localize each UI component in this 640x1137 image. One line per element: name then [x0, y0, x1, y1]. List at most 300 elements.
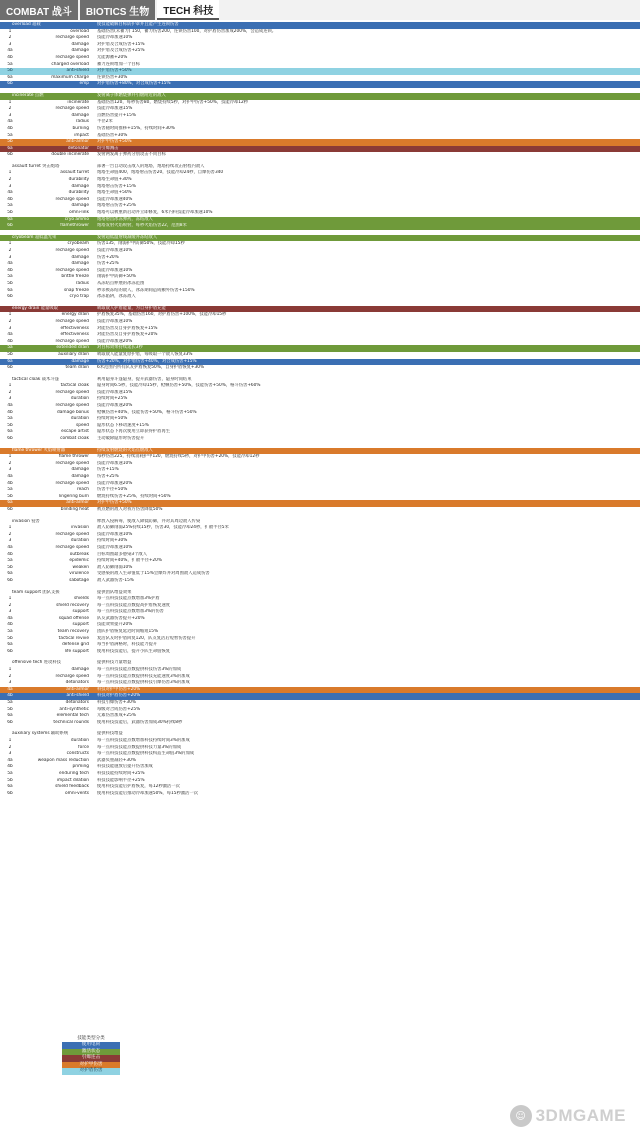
upgrade-name-cell: recharge speed [55, 35, 89, 41]
upgrade-desc-cell: 科技引爆伤害+30% [97, 700, 136, 705]
table-row [0, 35, 640, 42]
rank-cell: 2 [8, 744, 12, 750]
upgrade-name-cell: snap freeze [63, 287, 89, 293]
upgrade-desc-cell: 每一点科技技能点数提供科技充能速度3%的加成 [97, 673, 190, 679]
rank-cell: 6a [7, 287, 13, 293]
rank-cell: 2 [8, 531, 12, 537]
tab-0[interactable]: COMBAT 战斗 [0, 0, 78, 20]
table-row [0, 281, 640, 288]
table-row [0, 197, 640, 204]
upgrade-desc-cell: 科技技能影响半径+25% [97, 777, 145, 783]
upgrade-name-cell: recharge speed [55, 248, 89, 253]
upgrade-desc-cell: 持续时间+30% [97, 538, 128, 544]
upgrade-desc-cell: 对护盾及合成伤害+15% [97, 41, 145, 47]
upgrade-name-cell: radius [75, 119, 89, 125]
table-row [0, 687, 640, 694]
table-row [0, 649, 640, 656]
rank-cell: 4b [7, 125, 13, 131]
upgrade-desc-cell: 伤害+25% [97, 261, 119, 267]
upgrade-name-cell: double incinerate [51, 152, 89, 158]
skill-description: 持续发射燃烧的火焰点燃敌人 [97, 447, 153, 453]
rank-cell: 5b [7, 635, 13, 641]
upgrade-name-cell: incinerate [67, 99, 89, 105]
skill-table [0, 22, 640, 1137]
rank-cell: 4a [7, 757, 13, 763]
rank-cell: 5a [7, 274, 13, 280]
table-row [0, 532, 640, 539]
rank-cell: 4a [7, 686, 13, 692]
upgrade-desc-cell: 伤害135，削弱护甲防御50%，技能冷却15秒 [97, 241, 185, 247]
tab-bar [0, 0, 640, 20]
upgrade-desc-cell: 连锁伤害+30% [97, 74, 128, 80]
skill-header [0, 164, 640, 171]
table-row [0, 693, 640, 700]
skill-header [0, 306, 640, 313]
rank-cell: 5a [7, 416, 13, 422]
upgrade-name-cell: anti-armor [66, 139, 89, 145]
upgrade-desc-cell: 每一点科技技能点数提供科技伤害3%的加成 [97, 667, 182, 673]
table-row [0, 146, 640, 153]
upgrade-desc-cell: 团队护盾恢复延迟时间缩短15% [97, 629, 159, 635]
table-row [0, 29, 640, 36]
table-row [0, 261, 640, 268]
rank-cell: 5b [7, 777, 13, 783]
skill-name: cryobeam 超低温光束 [12, 234, 57, 240]
table-row [0, 383, 640, 390]
rank-cell: 5a [7, 61, 13, 67]
upgrade-desc-cell: 伤害+25% [97, 474, 119, 479]
skill-header [0, 660, 640, 667]
upgrade-name-cell: escape artist [61, 429, 89, 435]
rank-cell: 1 [8, 28, 12, 34]
table-row [0, 100, 640, 107]
upgrade-name-cell: outbreak [69, 551, 89, 557]
upgrade-name-cell: technical rounds [53, 719, 89, 725]
upgrade-desc-cell: 对护盾及合成伤害+25% [97, 48, 145, 54]
upgrade-name-cell: omni-vents [65, 790, 89, 796]
tab-1[interactable]: BIOTICS 生物 [80, 0, 155, 20]
rank-cell: 5b [7, 422, 13, 428]
rank-cell: 5a [7, 770, 13, 776]
table-row [0, 139, 640, 146]
legend-item: 使用电荷 [62, 1042, 120, 1049]
table-row [0, 571, 640, 578]
table-row [0, 396, 640, 403]
legend-item: 激活状态 [62, 1049, 120, 1056]
upgrade-desc-cell: 无能源蓄+20% [97, 54, 128, 60]
upgrade-desc-cell: 对护盾伤害+80%，对合成伤害+15% [97, 81, 171, 87]
upgrade-desc-cell: 使用科技技能后护盾恢复，每12秒激活一次 [97, 784, 180, 790]
table-row [0, 474, 640, 481]
upgrade-desc-cell: 目标周围最多感染3个敌人 [97, 551, 147, 557]
rank-cell: 2 [8, 318, 12, 324]
upgrade-name-cell: lingering burn [58, 493, 89, 499]
upgrade-desc-cell: 隐形状态下再次使用立即获得护盾再生 [97, 429, 171, 435]
rank-cell: 5b [7, 493, 13, 499]
rank-cell: 4b [7, 764, 13, 770]
upgrade-desc-cell: 技能冷却加速20% [97, 480, 133, 486]
upgrade-name-cell: emp [79, 81, 89, 87]
upgrade-desc-cell: 燃烧持续伤害+25%，持续时间+50% [97, 493, 171, 499]
rank-cell: 6b [7, 152, 13, 158]
skill-section [0, 377, 640, 443]
table-row [0, 552, 640, 559]
rank-cell: 5a [7, 700, 13, 705]
upgrade-name-cell: duration [70, 396, 89, 402]
upgrade-desc-cell: 伤害随时间推移+15%，持续时间+30% [97, 125, 175, 131]
upgrade-desc-cell: 每一点科技技能点数提供科技引爆伤害3%的加成 [97, 680, 190, 686]
upgrade-name-cell: shield recovery [56, 602, 89, 608]
skill-header [0, 93, 640, 100]
upgrade-desc-cell: 隐身时间6.5秒，技能冷却15秒，枪械伤害+50%，技能伤害+50%，格斗伤害+60% [97, 383, 261, 389]
skill-header [0, 448, 640, 455]
upgrade-name-cell: defense grid [62, 642, 89, 648]
upgrade-name-cell: enduring tech [58, 770, 89, 776]
upgrade-name-cell: recharge speed [55, 106, 89, 112]
skill-description: 提供科技力量增益 [97, 660, 132, 666]
upgrade-desc-cell: 技能冷却加速20% [97, 338, 133, 344]
rank-cell: 5a [7, 629, 13, 635]
upgrade-name-cell: priming [72, 764, 89, 770]
table-row [0, 133, 640, 140]
skill-description: 提供科技增益 [97, 731, 123, 737]
rank-cell: 1 [8, 312, 12, 318]
table-row [0, 416, 640, 423]
rank-cell: 4a [7, 544, 13, 550]
upgrade-name-cell: flamethrower [60, 223, 89, 229]
table-row [0, 352, 640, 359]
upgrade-name-cell: recharge speed [55, 403, 89, 409]
upgrade-name-cell: anti-shield [66, 693, 89, 699]
rank-cell: 2 [8, 35, 12, 41]
table-row [0, 667, 640, 674]
upgrade-desc-cell: 每秒伤害225，持续消耗护甲120，燃烧持续5秒，对护甲伤害+20%，技能冷却12秒 [97, 454, 260, 460]
rank-cell: 6b [7, 790, 13, 796]
rank-cell: 4a [7, 119, 13, 125]
upgrade-desc-cell: 发射两发离子弹药分别攻击不同目标 [97, 152, 166, 158]
upgrade-name-cell: recharge speed [55, 338, 89, 344]
table-row [0, 436, 640, 443]
upgrade-name-cell: recharge speed [55, 544, 89, 550]
rank-cell: 4b [7, 196, 13, 202]
upgrade-name-cell: reach [76, 487, 89, 493]
upgrade-name-cell: assault turret [60, 170, 89, 176]
upgrade-name-cell: support [72, 609, 89, 615]
table-row [0, 791, 640, 798]
upgrade-desc-cell: 对护甲伤害+50% [97, 500, 132, 506]
rank-cell: 5b [7, 706, 13, 712]
table-row [0, 745, 640, 752]
table-row [0, 771, 640, 778]
skill-header [0, 235, 640, 242]
legend-item: 对护盾伤害 [62, 1068, 120, 1075]
rank-cell: 3 [8, 41, 12, 47]
skill-section [0, 660, 640, 726]
table-row [0, 636, 640, 643]
skill-description: 提供团队增益效果 [97, 589, 132, 595]
skill-section [0, 164, 640, 230]
upgrade-name-cell: effectiveness [60, 325, 89, 331]
upgrade-name-cell: force [78, 744, 89, 750]
upgrade-desc-cell: 炮塔射击伤害+25% [97, 203, 136, 209]
upgrade-desc-cell: 伤害+20% [97, 254, 119, 260]
upgrade-name-cell: team recovery [57, 629, 89, 635]
upgrade-name-cell: virulence [69, 571, 89, 577]
rank-cell: 2 [8, 177, 12, 183]
upgrade-name-cell: recharge speed [55, 318, 89, 324]
rank-cell: 6b [7, 719, 13, 725]
upgrade-name-cell: maximum charge [51, 74, 89, 80]
upgrade-desc-cell: 基础伤害+30% [97, 132, 128, 138]
skill-header [0, 731, 640, 738]
rank-cell: 4a [7, 332, 13, 338]
upgrade-desc-cell: 每一点科技技能点数增加3%护盾 [97, 596, 160, 602]
upgrade-name-cell: shield feedback [55, 784, 89, 790]
upgrade-desc-cell: 点燃伤害提升+15% [97, 112, 136, 118]
upgrade-desc-cell: 冰冻陷阱，冰冻敌人 [97, 294, 136, 300]
upgrade-name-cell: cryobeam [67, 241, 89, 247]
table-row [0, 319, 640, 326]
upgrade-desc-cell: 持续时间+50% [97, 416, 128, 422]
table-row [0, 203, 640, 210]
upgrade-name-cell: damage [71, 183, 89, 189]
rank-cell: 2 [8, 248, 12, 253]
smiley-logo-icon: ☺ [510, 1105, 532, 1127]
upgrade-name-cell: damage [71, 474, 89, 479]
skill-header [0, 22, 640, 29]
rank-cell: 1 [8, 99, 12, 105]
upgrade-name-cell: charged overload [51, 61, 89, 67]
table-row [0, 629, 640, 636]
upgrade-name-cell: anti-armor [66, 500, 89, 506]
upgrade-desc-cell: 受感染的敌人生命值低于15%会爆炸并对周围敌人造成伤害 [97, 571, 210, 577]
rank-cell: 6a [7, 358, 13, 364]
table-row [0, 481, 640, 488]
upgrade-desc-cell: 护盾恢复35%，基础伤害160，对护盾伤害+100%，技能冷却15秒 [97, 312, 227, 318]
upgrade-desc-cell: 技能冷却加速10% [97, 248, 133, 253]
table-row [0, 616, 640, 623]
table-row [0, 622, 640, 629]
upgrade-name-cell: detonators [65, 680, 89, 686]
table-row [0, 494, 640, 501]
rank-cell: 6a [7, 429, 13, 435]
rank-cell: 6b [7, 294, 13, 300]
upgrade-desc-cell: 使用科技技能后推动冷却加速50%，每15秒激活一次 [97, 790, 198, 796]
rank-cell: 2 [8, 460, 12, 466]
table-row [0, 538, 640, 545]
rank-cell: 4a [7, 403, 13, 409]
upgrade-desc-cell: 均引爆溅击 [97, 145, 119, 151]
upgrade-desc-cell: 6米范围内所有队友护盾恢复50%，自身护盾恢复+30% [97, 365, 205, 371]
upgrade-desc-cell: 对护甲伤害+50% [97, 139, 132, 145]
rank-cell: 4b [7, 409, 13, 415]
rank-cell: 5b [7, 564, 13, 570]
table-row [0, 784, 640, 791]
upgrade-name-cell: auxiliary drain [58, 351, 89, 357]
table-row [0, 42, 640, 49]
table-row [0, 217, 640, 224]
skill-description: 利用隐身斗篷隐身，提升武器伤害，隐身时间结束 [97, 376, 192, 382]
table-row [0, 365, 640, 372]
upgrade-desc-cell: 技能冷却加速10% [97, 35, 133, 41]
skill-description: 发射超低温射线减缓并冻结敌人 [97, 234, 158, 240]
upgrade-name-cell: radius [75, 280, 89, 286]
table-row [0, 609, 640, 616]
rank-cell: 3 [8, 538, 12, 544]
rank-cell: 3 [8, 325, 12, 331]
rank-cell: 1 [8, 525, 12, 531]
upgrade-desc-cell: 技能冷却加速20% [97, 403, 133, 409]
rank-cell: 4a [7, 48, 13, 54]
upgrade-name-cell: impact dilation [56, 777, 89, 783]
upgrade-name-cell: shields [74, 596, 89, 602]
upgrade-desc-cell: 复活队友时护盾回复120，队友复活后短暂伤害提升 [97, 635, 196, 641]
skill-header [0, 377, 640, 384]
upgrade-name-cell: anti-shield [66, 68, 89, 74]
rank-cell: 4b [7, 267, 13, 273]
table-row [0, 467, 640, 474]
upgrade-name-cell: duration [70, 538, 89, 544]
table-row [0, 294, 640, 301]
table-row [0, 454, 640, 461]
skill-section [0, 590, 640, 656]
skill-description: 部署一台自动攻击敌人的炮塔，炮塔持续攻击射程内敌人 [97, 163, 205, 169]
upgrade-name-cell: damage bonus [57, 409, 89, 415]
upgrade-name-cell: extended drain [56, 345, 89, 351]
table-row [0, 113, 640, 120]
table-row [0, 345, 640, 352]
rank-cell: 5b [7, 68, 13, 74]
upgrade-name-cell: weaken [72, 564, 89, 570]
upgrade-name-cell: durability [68, 190, 89, 196]
upgrade-name-cell: damage [71, 254, 89, 260]
upgrade-name-cell: flame thrower [58, 454, 89, 460]
upgrade-desc-cell: 伤害+20%，对护盾伤害+40%，对合成伤害+15% [97, 358, 197, 364]
upgrade-desc-cell: 对能伤害及自身护盾恢复+20% [97, 332, 158, 338]
upgrade-name-cell: blinding heat [60, 506, 89, 512]
legend-item: 对护甲伤害 [62, 1062, 120, 1069]
rank-cell: 4b [7, 338, 13, 344]
table-row [0, 390, 640, 397]
rank-cell: 3 [8, 609, 12, 615]
upgrade-name-cell: recharge speed [55, 389, 89, 395]
upgrade-name-cell: detonator [67, 145, 89, 151]
skill-name: auxiliary systems 辅助系统 [12, 731, 69, 737]
upgrade-name-cell: constructs [66, 751, 89, 757]
upgrade-desc-cell: 科技对护盾伤害+20% [97, 693, 141, 699]
skill-section [0, 235, 640, 301]
upgrade-desc-cell: 持续时间+40%，扩散半径+20% [97, 558, 162, 564]
table-row [0, 248, 640, 255]
upgrade-desc-cell: 枪械伤害+40%，技能伤害+50%，格斗伤害+50% [97, 409, 197, 415]
upgrade-name-cell: recharge speed [55, 54, 89, 60]
legend [62, 1035, 120, 1075]
skill-name: offensive tech 进攻科技 [12, 660, 61, 666]
skill-name: team support 团队支援 [12, 589, 60, 595]
table-row [0, 274, 640, 281]
upgrade-name-cell: team drain [65, 365, 89, 371]
rank-cell: 6b [7, 506, 13, 512]
upgrade-desc-cell: 半径2米 [97, 119, 113, 125]
table-row [0, 642, 640, 649]
upgrade-desc-cell: 每一点科技技能点数提供科技力量3%的加成 [97, 744, 182, 750]
upgrade-desc-cell: 伤害+15% [97, 467, 119, 473]
table-row [0, 738, 640, 745]
rank-cell: 3 [8, 183, 12, 189]
upgrade-name-cell: invasion [71, 525, 89, 531]
upgrade-desc-cell: 技能冷却加速10% [97, 531, 133, 537]
rank-cell: 5a [7, 203, 13, 209]
upgrade-name-cell: epidemic [69, 558, 89, 564]
tab-2[interactable]: TECH 科技 [157, 0, 219, 20]
table-row [0, 119, 640, 126]
upgrade-desc-cell: 队友武器伤害提升+20% [97, 615, 145, 621]
watermark-text: 3DMGAME [535, 1106, 626, 1125]
table-row [0, 190, 640, 197]
skill-name: overload 超载 [12, 22, 41, 27]
table-row [0, 48, 640, 55]
skill-name: flame thrower 火焰喷射器 [12, 447, 66, 453]
upgrade-name-cell: cryo ammo [64, 216, 89, 222]
rank-cell: 5a [7, 345, 13, 351]
rank-cell: 1 [8, 241, 12, 247]
upgrade-desc-cell: 蓄力连锁增加一个目标 [97, 61, 140, 67]
upgrade-desc-cell: 削弱护甲防御+50% [97, 274, 136, 280]
rank-cell: 2 [8, 389, 12, 395]
skill-section [0, 519, 640, 585]
table-row [0, 603, 640, 610]
skill-section [0, 306, 640, 372]
upgrade-name-cell: tactical cloak [60, 383, 89, 389]
upgrade-name-cell: energy drain [61, 312, 89, 318]
upgrade-desc-cell: 持续时间+25% [97, 396, 128, 402]
table-row [0, 268, 640, 275]
table-row [0, 558, 640, 565]
upgrade-desc-cell: 对目标效果持续延长3秒 [97, 345, 143, 351]
upgrade-desc-cell: 每一点科技技能点数提高护盾恢复速度 [97, 602, 171, 608]
upgrade-name-cell: tactical revive [58, 635, 89, 641]
upgrade-name-cell: anti-synthetic [59, 706, 89, 712]
upgrade-name-cell: recharge speed [55, 673, 89, 679]
upgrade-name-cell: recharge speed [55, 267, 89, 273]
table-row [0, 177, 640, 184]
rank-cell: 6b [7, 648, 13, 654]
legend-item: 引爆连击 [62, 1055, 120, 1062]
table-row [0, 81, 640, 88]
rank-cell: 3 [8, 467, 12, 473]
rank-cell: 6a [7, 713, 13, 719]
upgrade-name-cell: sabotage [69, 577, 89, 583]
upgrade-name-cell: detonators [65, 700, 89, 705]
upgrade-name-cell: damage [71, 261, 89, 267]
upgrade-desc-cell: 对护盾伤害+50% [97, 68, 132, 74]
rank-cell: 6a [7, 74, 13, 80]
upgrade-desc-cell: 炮塔发射火焰喷射，每秒火焰伤害22，范围8米 [97, 223, 187, 229]
upgrade-name-cell: recharge speed [55, 531, 89, 537]
table-row [0, 720, 640, 727]
table-row [0, 223, 640, 230]
table-row [0, 126, 640, 133]
table-row [0, 255, 640, 262]
table-row [0, 565, 640, 572]
upgrade-name-cell: impact [74, 132, 89, 138]
upgrade-name-cell: weapon mass reduction [37, 757, 89, 763]
upgrade-name-cell: recharge speed [55, 196, 89, 202]
table-row [0, 461, 640, 468]
upgrade-desc-cell: 炮塔射出冰冻弹药，冻结敌人 [97, 216, 153, 222]
upgrade-name-cell: life support [64, 648, 89, 654]
skill-description: 使技能破解目标防护罩并且能产生连锁伤害 [97, 22, 179, 27]
